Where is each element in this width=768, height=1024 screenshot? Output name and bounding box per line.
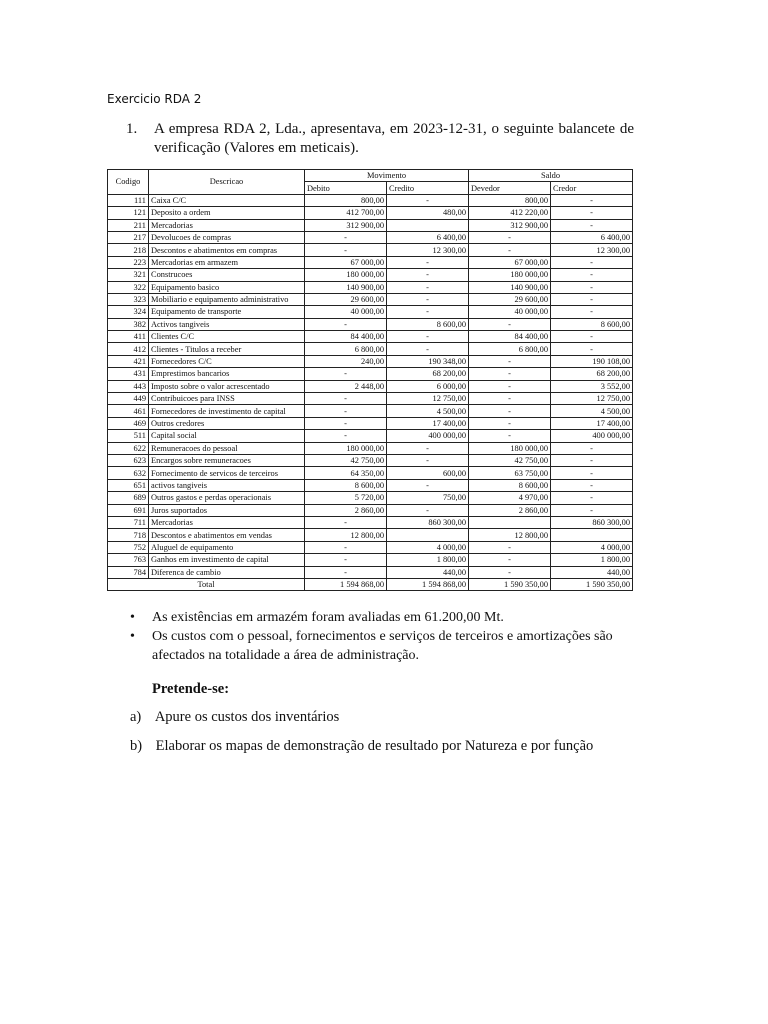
cell-credor: 4 000,00 [551, 541, 633, 553]
cell-credito: - [387, 306, 469, 318]
cell-codigo: 111 [108, 194, 149, 206]
cell-credito: 4 500,00 [387, 405, 469, 417]
cell-debito: 29 600,00 [305, 293, 387, 305]
task-label: b) [130, 738, 143, 754]
header-credito: Credito [387, 182, 469, 194]
cell-codigo: 651 [108, 479, 149, 491]
cell-credor: - [551, 492, 633, 504]
cell-debito: 240,00 [305, 355, 387, 367]
cell-devedor: - [469, 318, 551, 330]
cell-credito: 68 200,00 [387, 368, 469, 380]
cell-devedor: 800,00 [469, 194, 551, 206]
cell-descricao: Deposito a ordem [149, 207, 305, 219]
cell-credito: 750,00 [387, 492, 469, 504]
cell-descricao: Outros gastos e perdas operacionais [149, 492, 305, 504]
cell-codigo: 461 [108, 405, 149, 417]
cell-debito: - [305, 368, 387, 380]
cell-descricao: Mercadorias [149, 516, 305, 528]
cell-codigo: 469 [108, 417, 149, 429]
list-item [130, 608, 650, 627]
table-row [108, 405, 633, 417]
table-row [108, 454, 633, 466]
cell-codigo: 223 [108, 256, 149, 268]
cell-devedor: 140 900,00 [469, 281, 551, 293]
header-descricao: Descricao [149, 170, 305, 195]
cell-debito: - [305, 231, 387, 243]
cell-debito: - [305, 244, 387, 256]
total-credor: 1 590 350,00 [551, 578, 633, 590]
cell-credor: - [551, 331, 633, 343]
table-row [108, 331, 633, 343]
cell-descricao: Encargos sobre remuneracoes [149, 454, 305, 466]
cell-codigo: 321 [108, 269, 149, 281]
table-row [108, 231, 633, 243]
cell-credor: 4 500,00 [551, 405, 633, 417]
cell-credor: 68 200,00 [551, 368, 633, 380]
cell-devedor: - [469, 368, 551, 380]
cell-devedor: 4 970,00 [469, 492, 551, 504]
cell-devedor: 42 750,00 [469, 454, 551, 466]
cell-credito: - [387, 293, 469, 305]
table-row [108, 318, 633, 330]
cell-credito: 400 000,00 [387, 430, 469, 442]
cell-descricao: Activos tangiveis [149, 318, 305, 330]
table-row [108, 541, 633, 553]
cell-codigo: 752 [108, 541, 149, 553]
cell-credor: 190 108,00 [551, 355, 633, 367]
cell-descricao: Outros credores [149, 417, 305, 429]
cell-debito: - [305, 566, 387, 578]
cell-credor: - [551, 343, 633, 355]
cell-credor: - [551, 293, 633, 305]
cell-descricao: Caixa C/C [149, 194, 305, 206]
cell-debito: 8 600,00 [305, 479, 387, 491]
table-row [108, 529, 633, 541]
cell-devedor: 2 860,00 [469, 504, 551, 516]
cell-descricao: Clientes C/C [149, 331, 305, 343]
cell-devedor: - [469, 231, 551, 243]
cell-debito: 140 900,00 [305, 281, 387, 293]
cell-credor: 860 300,00 [551, 516, 633, 528]
cell-devedor: 412 220,00 [469, 207, 551, 219]
table-row [108, 554, 633, 566]
cell-debito: - [305, 516, 387, 528]
cell-credito: 190 348,00 [387, 355, 469, 367]
header-debito: Debito [305, 182, 387, 194]
cell-credor: - [551, 504, 633, 516]
table-header-row [108, 170, 633, 182]
table-row [108, 467, 633, 479]
cell-credor: - [551, 281, 633, 293]
bullet-icon: • [130, 629, 135, 644]
cell-devedor: 29 600,00 [469, 293, 551, 305]
table-row [108, 368, 633, 380]
cell-credito: - [387, 343, 469, 355]
table-row [108, 380, 633, 392]
statement-number: 1. [126, 121, 138, 137]
cell-credor: - [551, 479, 633, 491]
cell-devedor: 40 000,00 [469, 306, 551, 318]
task-label: a) [130, 709, 142, 725]
cell-debito: 412 700,00 [305, 207, 387, 219]
cell-descricao: Fornecedores de investimento de capital [149, 405, 305, 417]
cell-devedor: 180 000,00 [469, 269, 551, 281]
cell-debito: 42 750,00 [305, 454, 387, 466]
cell-credor: - [551, 306, 633, 318]
cell-credor: - [551, 219, 633, 231]
cell-debito: 2 860,00 [305, 504, 387, 516]
list-item [130, 627, 650, 665]
cell-credor: 400 000,00 [551, 430, 633, 442]
cell-devedor: 67 000,00 [469, 256, 551, 268]
cell-codigo: 421 [108, 355, 149, 367]
cell-debito: - [305, 318, 387, 330]
total-devedor: 1 590 350,00 [469, 578, 551, 590]
cell-credor: - [551, 194, 633, 206]
cell-credor: 3 552,00 [551, 380, 633, 392]
table-row [108, 343, 633, 355]
cell-debito: 2 448,00 [305, 380, 387, 392]
trial-balance-table [107, 169, 633, 591]
header-devedor: Devedor [469, 182, 551, 194]
cell-credito [387, 529, 469, 541]
cell-credito: 12 750,00 [387, 393, 469, 405]
cell-codigo: 622 [108, 442, 149, 454]
cell-descricao: Juros suportados [149, 504, 305, 516]
cell-devedor: - [469, 554, 551, 566]
cell-codigo: 763 [108, 554, 149, 566]
cell-devedor: - [469, 405, 551, 417]
cell-credito: - [387, 442, 469, 454]
cell-descricao: Capital social [149, 430, 305, 442]
cell-credito: - [387, 504, 469, 516]
cell-descricao: Mercadorias [149, 219, 305, 231]
cell-credor: 17 400,00 [551, 417, 633, 429]
total-label: Total [108, 578, 305, 590]
cell-devedor: 312 900,00 [469, 219, 551, 231]
cell-codigo: 211 [108, 219, 149, 231]
cell-descricao: Equipamento basico [149, 281, 305, 293]
cell-descricao: Imposto sobre o valor acrescentado [149, 380, 305, 392]
cell-credor: - [551, 467, 633, 479]
cell-credito: - [387, 454, 469, 466]
cell-codigo: 323 [108, 293, 149, 305]
cell-descricao: Ganhos em investimento de capital [149, 554, 305, 566]
cell-credito: 440,00 [387, 566, 469, 578]
cell-codigo: 411 [108, 331, 149, 343]
cell-credito: 17 400,00 [387, 417, 469, 429]
task-text: Elaborar os mapas de demonstração de resultado por Natureza e por função [155, 738, 594, 754]
cell-devedor: - [469, 244, 551, 256]
table-row [108, 492, 633, 504]
cell-codigo: 382 [108, 318, 149, 330]
requirements-heading: Pretende-se: [152, 681, 230, 697]
cell-codigo: 632 [108, 467, 149, 479]
cell-devedor: 8 600,00 [469, 479, 551, 491]
cell-descricao: Fornecimento de servicos de terceiros [149, 467, 305, 479]
cell-debito: - [305, 554, 387, 566]
cell-codigo: 218 [108, 244, 149, 256]
cell-credito: 8 600,00 [387, 318, 469, 330]
cell-credito: 4 000,00 [387, 541, 469, 553]
cell-devedor: - [469, 380, 551, 392]
cell-codigo: 443 [108, 380, 149, 392]
task-text: Apure os custos dos inventários [154, 709, 340, 725]
cell-debito: 800,00 [305, 194, 387, 206]
cell-debito: 312 900,00 [305, 219, 387, 231]
table-row [108, 269, 633, 281]
cell-codigo: 121 [108, 207, 149, 219]
cell-descricao: Mobiliario e equipamento administrativo [149, 293, 305, 305]
cell-credito: 6 400,00 [387, 231, 469, 243]
cell-devedor: - [469, 417, 551, 429]
table-row [108, 256, 633, 268]
cell-devedor: 84 400,00 [469, 331, 551, 343]
header-credor: Credor [551, 182, 633, 194]
cell-codigo: 784 [108, 566, 149, 578]
table-total-row [108, 578, 633, 590]
cell-debito: 180 000,00 [305, 269, 387, 281]
cell-descricao: Fornecedores C/C [149, 355, 305, 367]
cell-descricao: Mercadorias em armazem [149, 256, 305, 268]
exercise-statement [126, 120, 634, 158]
header-saldo: Saldo [469, 170, 633, 182]
cell-devedor: 12 800,00 [469, 529, 551, 541]
cell-debito: 6 800,00 [305, 343, 387, 355]
cell-credor [551, 529, 633, 541]
note-text: As existências em armazém foram avaliadas em 61.200,00 Mt. [152, 610, 504, 625]
cell-credor: - [551, 256, 633, 268]
cell-debito: - [305, 405, 387, 417]
table-row [108, 430, 633, 442]
task-item [130, 738, 593, 755]
cell-devedor: - [469, 541, 551, 553]
cell-codigo: 324 [108, 306, 149, 318]
statement-text: A empresa RDA 2, Lda., apresentava, em 2023-12-31, o seguinte balancete de verificação (Valores em meticais). [154, 121, 634, 156]
cell-debito: 67 000,00 [305, 256, 387, 268]
cell-descricao: Aluguel de equipamento [149, 541, 305, 553]
cell-debito: 12 800,00 [305, 529, 387, 541]
header-codigo: Codigo [108, 170, 149, 195]
cell-debito: - [305, 417, 387, 429]
cell-descricao: Descontos e abatimentos em vendas [149, 529, 305, 541]
cell-credor: - [551, 454, 633, 466]
table-row [108, 479, 633, 491]
cell-descricao: Remuneracoes do pessoal [149, 442, 305, 454]
header-movimento: Movimento [305, 170, 469, 182]
table-row [108, 355, 633, 367]
cell-codigo: 449 [108, 393, 149, 405]
cell-devedor: - [469, 566, 551, 578]
note-text: Os custos com o pessoal, fornecimentos e serviços de terceiros e amortizações são afectados na totalidade a área de administração. [152, 629, 613, 663]
cell-devedor: 63 750,00 [469, 467, 551, 479]
table-row [108, 219, 633, 231]
cell-codigo: 322 [108, 281, 149, 293]
cell-credor: 440,00 [551, 566, 633, 578]
cell-codigo: 718 [108, 529, 149, 541]
cell-credor: 1 800,00 [551, 554, 633, 566]
cell-credor: - [551, 269, 633, 281]
cell-devedor: 180 000,00 [469, 442, 551, 454]
cell-credor: 8 600,00 [551, 318, 633, 330]
table-row [108, 442, 633, 454]
page-title: Exercicio RDA 2 [107, 92, 202, 106]
cell-credito: 860 300,00 [387, 516, 469, 528]
cell-credito: - [387, 281, 469, 293]
cell-credito: - [387, 194, 469, 206]
cell-credito [387, 219, 469, 231]
cell-debito: - [305, 393, 387, 405]
total-debito: 1 594 868,00 [305, 578, 387, 590]
table-row [108, 393, 633, 405]
cell-debito: 180 000,00 [305, 442, 387, 454]
table-row [108, 194, 633, 206]
table-row [108, 516, 633, 528]
cell-devedor: 6 800,00 [469, 343, 551, 355]
cell-debito: 84 400,00 [305, 331, 387, 343]
cell-credito: - [387, 479, 469, 491]
table-row [108, 417, 633, 429]
cell-codigo: 431 [108, 368, 149, 380]
cell-descricao: Contribuicoes para INSS [149, 393, 305, 405]
notes-list [130, 608, 650, 665]
cell-codigo: 691 [108, 504, 149, 516]
cell-credito: - [387, 256, 469, 268]
cell-debito: - [305, 430, 387, 442]
cell-descricao: Diferenca de cambio [149, 566, 305, 578]
cell-debito: 64 350,00 [305, 467, 387, 479]
cell-codigo: 711 [108, 516, 149, 528]
cell-devedor: - [469, 393, 551, 405]
total-credito: 1 594 868,00 [387, 578, 469, 590]
cell-credito: 6 000,00 [387, 380, 469, 392]
cell-credor: 6 400,00 [551, 231, 633, 243]
table-row [108, 566, 633, 578]
table-row [108, 244, 633, 256]
cell-descricao: Equipamento de transporte [149, 306, 305, 318]
cell-credito: - [387, 269, 469, 281]
cell-codigo: 689 [108, 492, 149, 504]
cell-credito: - [387, 331, 469, 343]
cell-codigo: 412 [108, 343, 149, 355]
task-item [130, 709, 339, 726]
bullet-icon: • [130, 610, 135, 625]
cell-credor: - [551, 442, 633, 454]
cell-descricao: activos tangiveis [149, 479, 305, 491]
cell-credor: 12 300,00 [551, 244, 633, 256]
cell-codigo: 217 [108, 231, 149, 243]
cell-credito: 12 300,00 [387, 244, 469, 256]
cell-descricao: Clientes - Titulos a receber [149, 343, 305, 355]
cell-credito: 480,00 [387, 207, 469, 219]
table-row [108, 281, 633, 293]
cell-debito: 5 720,00 [305, 492, 387, 504]
table-row [108, 293, 633, 305]
cell-codigo: 623 [108, 454, 149, 466]
cell-devedor: - [469, 430, 551, 442]
cell-debito: - [305, 541, 387, 553]
cell-credor: - [551, 207, 633, 219]
cell-devedor: - [469, 355, 551, 367]
table-row [108, 504, 633, 516]
cell-debito: 40 000,00 [305, 306, 387, 318]
cell-credito: 600,00 [387, 467, 469, 479]
cell-descricao: Devolucoes de compras [149, 231, 305, 243]
cell-descricao: Emprestimos bancarios [149, 368, 305, 380]
table-row [108, 207, 633, 219]
cell-credito: 1 800,00 [387, 554, 469, 566]
cell-credor: 12 750,00 [551, 393, 633, 405]
cell-devedor [469, 516, 551, 528]
cell-descricao: Descontos e abatimentos em compras [149, 244, 305, 256]
cell-codigo: 511 [108, 430, 149, 442]
cell-descricao: Construcoes [149, 269, 305, 281]
table-row [108, 306, 633, 318]
